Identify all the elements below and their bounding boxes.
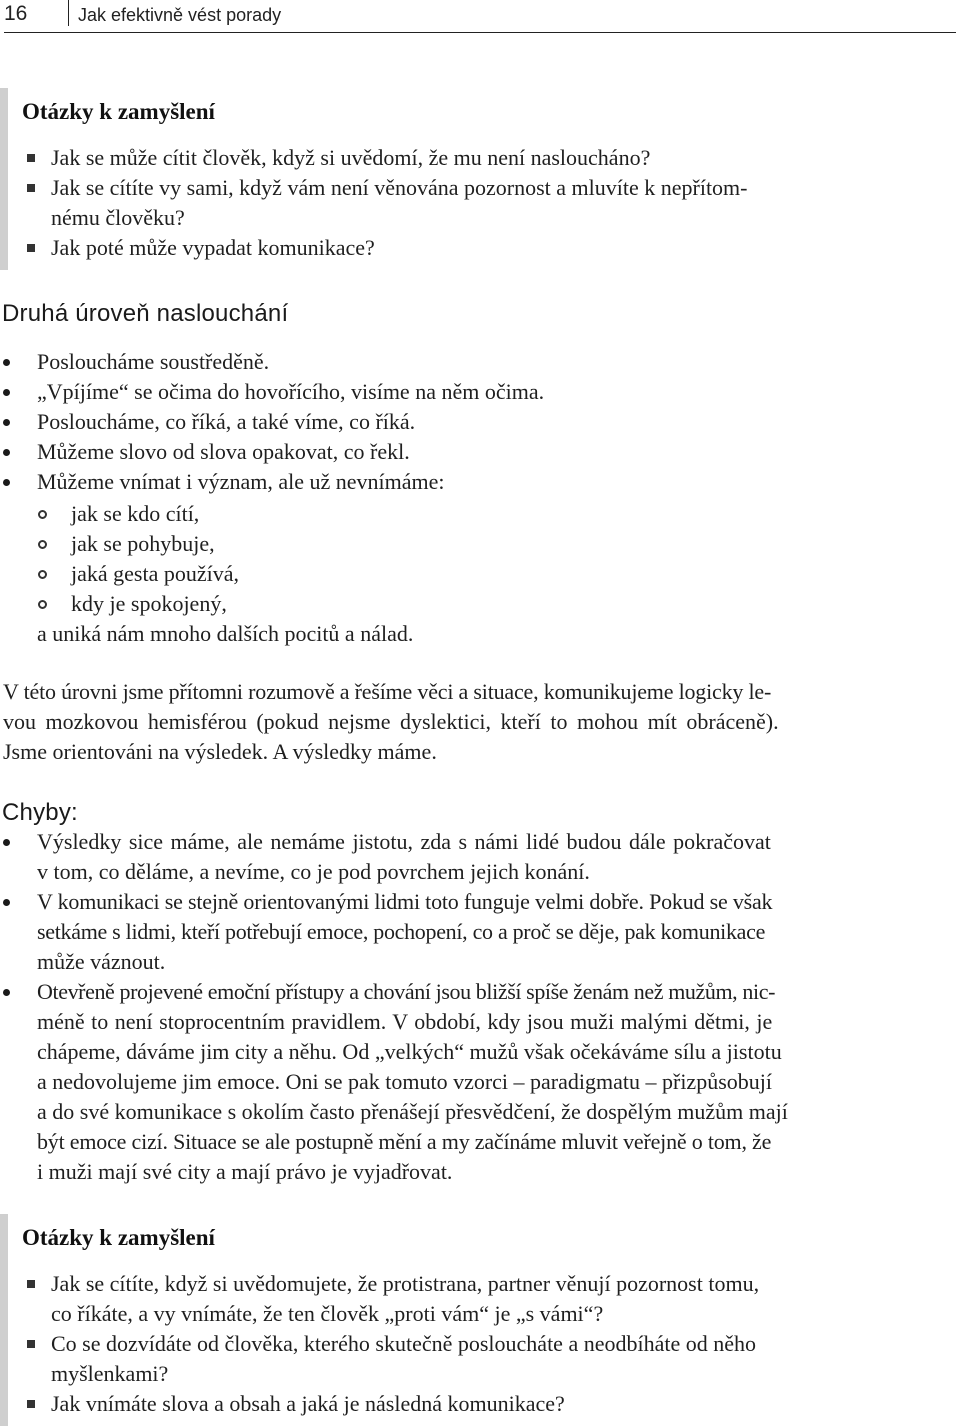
box-side-bar (0, 1214, 8, 1426)
bullet-text: Můžeme vnímat i význam, ale už nevnímáme: (37, 469, 445, 494)
error-line: a do své komunikace s okolím často přenášejí přesvědčení, že dospělým mužům mají (37, 1099, 788, 1124)
square-bullet-icon (27, 1400, 35, 1408)
error-line: méně to není stoprocentním pravidlem. V období, kdy jsou muži malými dětmi, je (37, 1009, 773, 1034)
question-line: Co se dozvídáte od člověka, kterého skutečně posloucháte a neodbíháte od něho (51, 1331, 756, 1356)
square-bullet-icon (27, 1340, 35, 1348)
sub-bullet-text: jak se kdo cítí, (71, 501, 200, 526)
box-side-bar (0, 88, 8, 270)
bullet-dot-icon (3, 839, 10, 846)
bullet-text: „Vpíjíme“ se očima do hovořícího, visíme na něm očima. (37, 379, 545, 404)
error-line: a nedovolujeme jim emoce. Oni se pak tomuto vzorci – paradigmatu – přizpůsobují (37, 1069, 772, 1094)
error-line: v tom, co děláme, a nevíme, co je pod povrchem jejich konání. (37, 859, 590, 884)
bullet-dot-icon (3, 359, 10, 366)
sub-bullet-text: kdy je spokojený, (71, 591, 227, 616)
bullet-dot-icon (3, 479, 10, 486)
error-line: V komunikaci se stejně orientovanými lidmi toto funguje velmi dobře. Pokud se však (37, 889, 773, 914)
reflection-box-1 (0, 88, 960, 270)
error-line: být emoce cizí. Situace se ale postupně mění a my začínáme mluvit veřejně o tom, že (37, 1129, 772, 1154)
error-line: Otevřeně projevené emoční přístupy a chování jsou bližší spíše ženám než mužům, nic- (37, 979, 775, 1004)
question-line: myšlenkami? (51, 1361, 169, 1386)
sub-bullet-text: jaká gesta používá, (71, 561, 239, 586)
question-line: co říkáte, a vy vnímáte, že ten člověk „proti vám“ je „s vámi“? (51, 1301, 604, 1326)
bullet-dot-icon (3, 449, 10, 456)
box-title: Otázky k zamyšlení (22, 99, 215, 124)
bullet-dot-icon (3, 389, 10, 396)
header-divider (68, 0, 69, 26)
paragraph-line: V této úrovni jsme přítomni rozumově a řešíme věci a situace, komunikujeme logicky le- (3, 679, 772, 704)
error-line: i muži mají své city a mají právo je vyjadřovat. (37, 1159, 453, 1184)
bullet-text: Můžeme slovo od slova opakovat, co řekl. (37, 439, 410, 464)
book-title: Jak efektivně vést porady (78, 5, 282, 25)
square-bullet-icon (27, 154, 35, 162)
error-line: setkáme s lidmi, kteří potřebují emoce, pochopení, co a proč se děje, pak komunikace (37, 919, 766, 944)
square-bullet-icon (27, 184, 35, 192)
bullet-dot-icon (3, 899, 10, 906)
reflection-box-2 (0, 1214, 960, 1426)
circle-bullet-icon (38, 600, 47, 609)
bullet-text: Posloucháme soustředěně. (37, 349, 270, 374)
bullet-dot-icon (3, 419, 10, 426)
error-line: může váznout. (37, 949, 166, 974)
continuation-text: a uniká nám mnoho dalších pocitů a nálad. (37, 621, 414, 646)
paragraph-line: vou mozkovou hemisférou (pokud nejsme dyslektici, kteří to mohou mít obráceně). (3, 709, 779, 734)
page-number: 16 (4, 2, 28, 25)
circle-bullet-icon (38, 510, 47, 519)
bullet-dot-icon (3, 989, 10, 996)
square-bullet-icon (27, 244, 35, 252)
question-line: Jak se cítíte vy sami, když vám není věnována pozornost a mluvíte k nepřítom- (51, 175, 748, 200)
question-line: Jak se může cítit člověk, když si uvědomí, že mu není nasloucháno? (51, 145, 651, 170)
bullet-text: Posloucháme, co říká, a také víme, co říká. (37, 409, 416, 434)
square-bullet-icon (27, 1280, 35, 1288)
sub-bullet-text: jak se pohybuje, (71, 531, 215, 556)
error-line: chápeme, dáváme jim city a něhu. Od „velkých“ mužů však očekáváme sílu a jistotu (37, 1039, 782, 1064)
question-line: Jak se cítíte, když si uvědomujete, že protistrana, partner věnují pozornost tomu, (51, 1271, 760, 1296)
question-line: Jak poté může vypadat komunikace? (51, 235, 375, 260)
running-header (4, 0, 956, 33)
section-heading: Druhá úroveň naslouchání (2, 300, 289, 327)
circle-bullet-icon (38, 540, 47, 549)
paragraph-line: Jsme orientováni na výsledek. A výsledky máme. (3, 739, 437, 764)
errors-heading: Chyby: (2, 799, 78, 826)
body-paragraph (3, 677, 957, 767)
circle-bullet-icon (38, 570, 47, 579)
box-title: Otázky k zamyšlení (22, 1225, 215, 1250)
error-line: Výsledky sice máme, ale nemáme jistotu, zda s námi lidé budou dále pokračovat (37, 829, 771, 854)
question-line: Jak vnímáte slova a obsah a jaká je následná komunikace? (51, 1391, 565, 1416)
question-line: nému člověku? (51, 205, 185, 230)
